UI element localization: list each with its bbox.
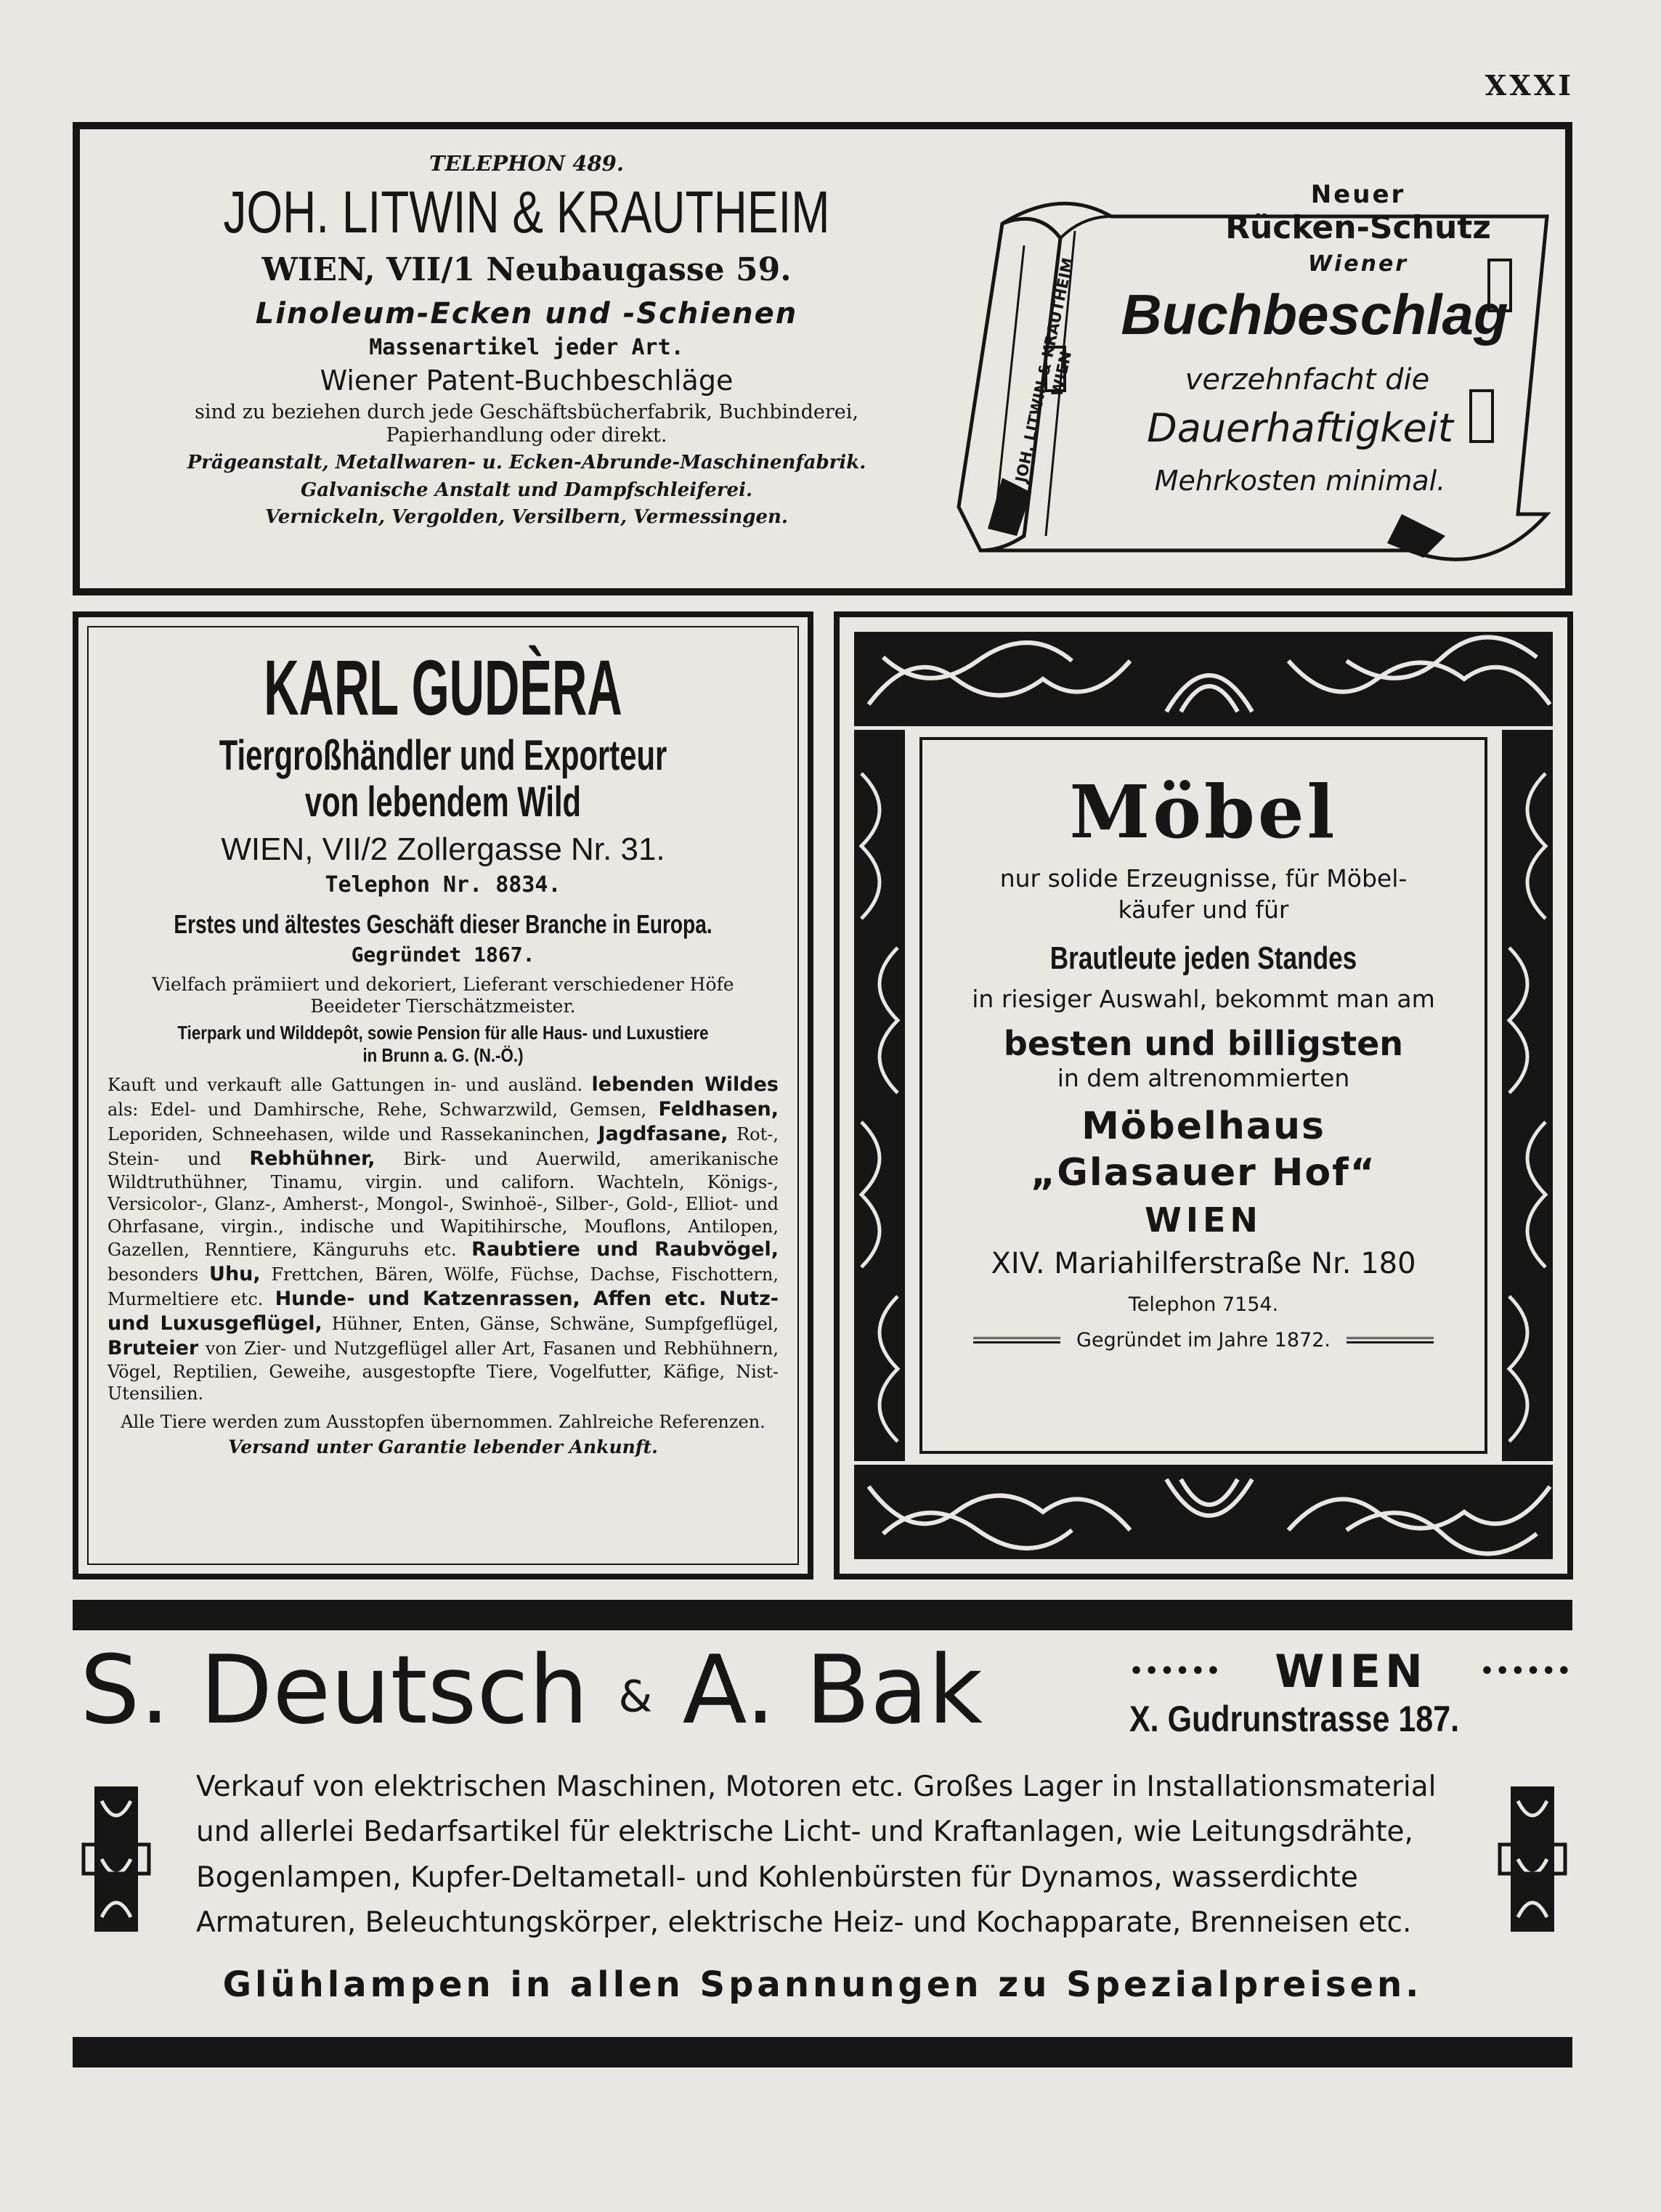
moebel-besten: besten und billigsten [1003,1023,1404,1063]
ad-moebelhaus [834,611,1573,1579]
gudera-body-bold: Raubtiere und Raubvögel, [471,1237,779,1261]
gudera-body-run: Frettchen, Bären, Wölfe, Füchse, Dachse, Fischottern, Murmeltiere etc. [107,1264,779,1309]
moebel-address: XIV. Mariahilferstraße Nr. 180 [991,1246,1416,1280]
book-ruecken-schutz: Rücken-Schutz [1225,209,1491,246]
gudera-erstes: Erstes und ältestes Geschäft dieser Branche in Europa. [174,908,712,939]
book-verzehnfacht: verzehnfacht die [1185,363,1430,397]
moebel-telephone: Telephon 7154. [1128,1293,1279,1316]
gudera-body-run: von Zier- und Nutzgeflügel aller Art, Fasanen und Rebhühnern, Vögel, Reptilien, Geweihe, ausgestopfte Tiere, Vogelfutter, Käfige, Nist-Utensilien. [107,1338,779,1404]
gudera-body-run: Hühner, Enten, Gänse, Schwäne, Sumpfgeflügel, [322,1313,779,1334]
gudera-vielfach-2: Beeideter Tierschätzmeister. [310,995,576,1017]
gudera-body-run: Kauft und verkauft alle Gattungen in- und ausländ. [107,1074,592,1095]
moebel-altrenommiert: in dem altrenommierten [1057,1063,1350,1092]
gudera-footer-2: Versand unter Garantie lebender Ankunft. [228,1436,658,1458]
gudera-body-bold: lebenden Wildes [591,1073,779,1096]
gudera-headline-1: Tiergroßhändler und Exporteur [219,732,667,779]
moebel-gegruendet: Gegründet im Jahre 1872. [1076,1328,1331,1351]
litwin-massenartikel: Massenartikel jeder Art. [369,335,684,361]
moebel-text-box [919,737,1487,1454]
ad-litwin-krautheim [73,122,1572,595]
deutsch-body-line: Armaturen, Beleuchtungskörper, elektrische Heiz- und Kochapparate, Brenneisen etc. [196,1906,1412,1940]
deutsch-bak-title [80,1635,983,1745]
deutsch-wien-row [1129,1645,1572,1698]
ad-litwin-text [123,151,930,530]
gudera-tierpark-1: Tierpark und Wilddepôt, sowie Pension für alle Haus- und Luxustiere [177,1021,709,1044]
moebel-title: Möbel [1069,769,1338,855]
ampersand: & [618,1671,653,1723]
gudera-body-bold: Hunde- und Katzenrassen, Affen etc. Nutz- und Luxusgeflügel, [107,1287,779,1335]
moebel-glasauer-hof: „Glasauer Hof“ [1031,1150,1376,1195]
deutsch-footer: Glühlampen in allen Spannungen zu Spezialpreisen. [222,1964,1423,2005]
deutsch-address-block [1129,1645,1572,1740]
litwin-bezug-1: sind zu beziehen durch jede Geschäftsbücherfabrik, Buchbinderei, [195,401,858,424]
gudera-body-run: als: Edel- und Damhirsche, Rehe, Schwarzwild, Gemsen, [107,1099,659,1120]
page-number: XXXI [1485,69,1574,102]
moebel-wien: WIEN [1145,1200,1262,1240]
gudera-inner-frame [87,626,799,1565]
gudera-telephone: Telephon Nr. 8834. [325,871,561,898]
book-mehrkosten: Mehrkosten minimal. [1154,465,1446,497]
ornament-band-bottom [854,1465,1553,1559]
dots-right-icon: •••••• [1479,1659,1572,1684]
moebel-line-2: käufer und für [1118,895,1289,924]
gudera-address: WIEN, VII/2 Zollergasse Nr. 31. [221,831,665,867]
gudera-gegruendet: Gegründet 1867. [351,942,535,967]
rule-bar-top [73,1600,1572,1630]
moebel-brautleute: Brautleute jeden Standes [1049,940,1357,976]
gudera-body-bold: Bruteier [107,1336,199,1359]
ornament-right-drawing [1502,730,1553,1456]
gudera-body-bold: Feldhasen, [658,1097,779,1121]
litwin-company-name: JOH. LITWIN & KRAUTHEIM [223,179,830,245]
gudera-body-bold: Uhu, [209,1262,261,1285]
deutsch-body-line: und allerlei Bedarfsartikel für elektrische Licht- und Kraftanlagen, wie Leitungsdrähte, [196,1815,1413,1849]
bak-name: A. Bak [682,1635,983,1745]
ornament-bottom-drawing [854,1465,1564,1559]
gudera-name: KARL GUDÈRA [264,643,622,731]
gudera-body-run: Rot-, Stein- und [107,1124,779,1170]
gudera-headline-2: von lebendem Wild [304,778,582,826]
gudera-body-run: Birk- und Auerwild, amerikanische Wildtruthühner, Tinamu, virgin. und californ. Wachteln, Königs-, Versicolor-, Glanz-, Amherst-, Mongol-, Swinhoë-, Silber-, Gold-, Elliot- und Ohrfasane, virgin., indische und Wapitihirsche, Mouflons, Antilopen, Gazellen, Renntiere, Känguruhs etc. [107,1149,779,1260]
gudera-vielfach-1: Vielfach prämiiert und dekoriert, Lieferant verschiedener Höfe [152,973,734,995]
gudera-tierpark-2: in Brunn a. G. (N.-Ö.) [362,1044,524,1066]
ornament-side-left [854,730,905,1461]
gudera-body-text [107,1073,779,1404]
litwin-telephone: TELEPHON 489. [429,151,624,176]
moebel-line-1: nur solide Erzeugnisse, für Möbel- [999,864,1408,892]
book-dauerhaftigkeit: Dauerhaftigkeit [1147,405,1453,451]
litwin-line-2: Galvanische Anstalt und Dampfschleiferei. [300,479,752,501]
book-neuer: Neuer [1310,180,1406,209]
litwin-linoleum: Linoleum-Ecken und -Schienen [255,297,798,331]
moebel-gegruendet-row [922,1329,1485,1351]
moebel-moebelhaus: Möbelhaus [1081,1104,1325,1148]
deutsch-body-line: Bogenlampen, Kupfer-Deltametall- und Kohlenbürsten für Dynamos, wasserdichte [196,1861,1358,1894]
litwin-patent: Wiener Patent-Buchbeschläge [320,365,734,397]
gudera-footer-1: Alle Tiere werden zum Ausstopfen übernommen. Zahlreiche Referenzen. [121,1412,765,1433]
ornament-band-top [854,632,1553,726]
moebel-auswahl: in riesiger Auswahl, bekommt man am [972,984,1435,1013]
book-spine-text: JOH. LITWIN & KRAUTHEIM WIEN [1012,256,1077,484]
lamp-ornament-left-icon [80,1772,153,1946]
gudera-body-bold: Jagdfasane, [598,1123,728,1145]
rule-bar-bottom [73,2037,1572,2067]
rule-right [1347,1337,1434,1343]
litwin-bezug-2: Papierhandlung oder direkt. [386,424,667,447]
litwin-line-3: Vernickeln, Vergolden, Versilbern, Vermessingen. [265,506,788,529]
litwin-address: WIEN, VII/1 Neubaugasse 59. [261,251,792,289]
dots-left-icon: •••••• [1129,1659,1222,1684]
deutsch-wien: WIEN [1275,1645,1427,1698]
ornament-side-right [1502,730,1553,1461]
gudera-body-run: Leporiden, Schneehasen, wilde und Rassekaninchen, [107,1124,598,1144]
deutsch-address: X. Gudrunstrasse 187. [1129,1699,1460,1739]
book-buchbeschlag: Buchbeschlag [1121,282,1508,346]
gudera-body-bold: Rebhühner, [249,1147,375,1171]
book-wiener: Wiener [1307,251,1409,277]
lamp-ornament-right-icon [1496,1772,1569,1946]
gudera-body-run: besonders [107,1264,210,1285]
book-illustration [937,173,1554,580]
ornament-left-drawing [854,730,905,1456]
deutsch-body-line: Verkauf von elektrischen Maschinen, Motoren etc. Großes Lager in Installationsmaterial [196,1770,1437,1803]
ornament-top-drawing [854,632,1564,726]
deutsch-name: S. Deutsch [80,1635,589,1745]
litwin-line-1: Prägeanstalt, Metallwaren- u. Ecken-Abrunde-Maschinenfabrik. [187,451,866,473]
rule-left [973,1337,1060,1343]
ad-karl-gudera [73,611,813,1579]
deutsch-body-text [196,1765,1453,1946]
